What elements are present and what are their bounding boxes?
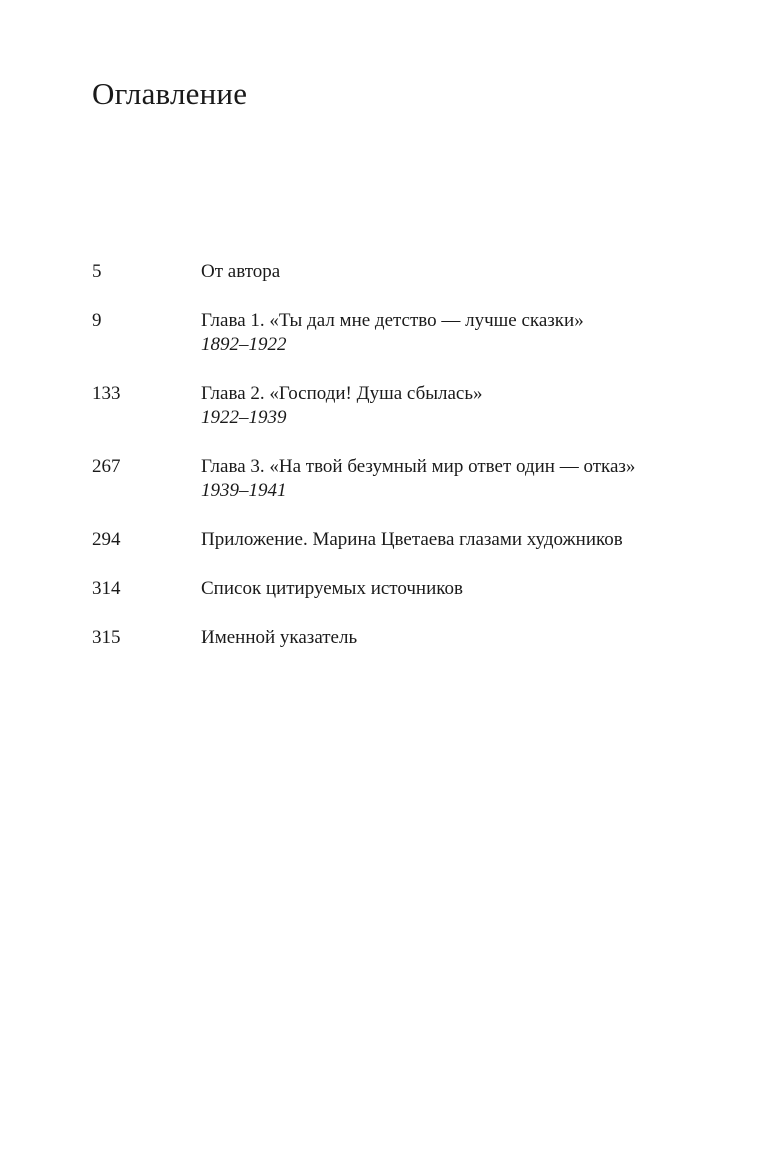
page-title: Оглавление bbox=[92, 76, 248, 111]
toc-entry-title: Список цитируемых источников bbox=[201, 578, 463, 599]
toc-entry-years: 1892–1922 bbox=[201, 334, 287, 355]
toc-entry-text bbox=[201, 577, 712, 601]
toc-entry-title: Глава 2. «Господи! Душа сбылась» bbox=[201, 383, 483, 404]
toc-entry-text bbox=[201, 528, 712, 552]
toc-entry-chapter-3 bbox=[92, 455, 712, 503]
toc-entry-title: Приложение. Марина Цветаева глазами художников bbox=[201, 529, 623, 550]
toc-entry-appendix bbox=[92, 528, 712, 552]
toc-entry-chapter-2 bbox=[92, 382, 712, 430]
toc-entry-sources bbox=[92, 577, 712, 601]
toc-entry-title: Глава 3. «На твой безумный мир ответ один — отказ» bbox=[201, 456, 636, 477]
toc-entry-title: Глава 1. «Ты дал мне детство — лучше сказки» bbox=[201, 310, 584, 331]
toc-entry-title: Именной указатель bbox=[201, 627, 358, 648]
toc-page-number: 5 bbox=[92, 261, 102, 282]
toc-entry-text bbox=[201, 382, 712, 430]
toc-page-number: 267 bbox=[92, 456, 121, 477]
toc-entry-title: От автора bbox=[201, 261, 281, 282]
toc-page-number: 315 bbox=[92, 627, 121, 648]
table-of-contents bbox=[92, 260, 712, 675]
toc-entry-text bbox=[201, 309, 712, 357]
toc-entry-years: 1922–1939 bbox=[201, 407, 287, 428]
toc-page-number: 294 bbox=[92, 529, 121, 550]
toc-entry-author-note bbox=[92, 260, 712, 284]
toc-entry-text bbox=[201, 455, 712, 503]
toc-page-number: 9 bbox=[92, 310, 102, 331]
toc-page-number: 133 bbox=[92, 383, 121, 404]
toc-entry-name-index bbox=[92, 626, 712, 650]
toc-entry-text bbox=[201, 626, 712, 650]
toc-entry-chapter-1 bbox=[92, 309, 712, 357]
toc-page-number: 314 bbox=[92, 578, 121, 599]
toc-entry-text bbox=[201, 260, 712, 284]
toc-entry-years: 1939–1941 bbox=[201, 480, 287, 501]
